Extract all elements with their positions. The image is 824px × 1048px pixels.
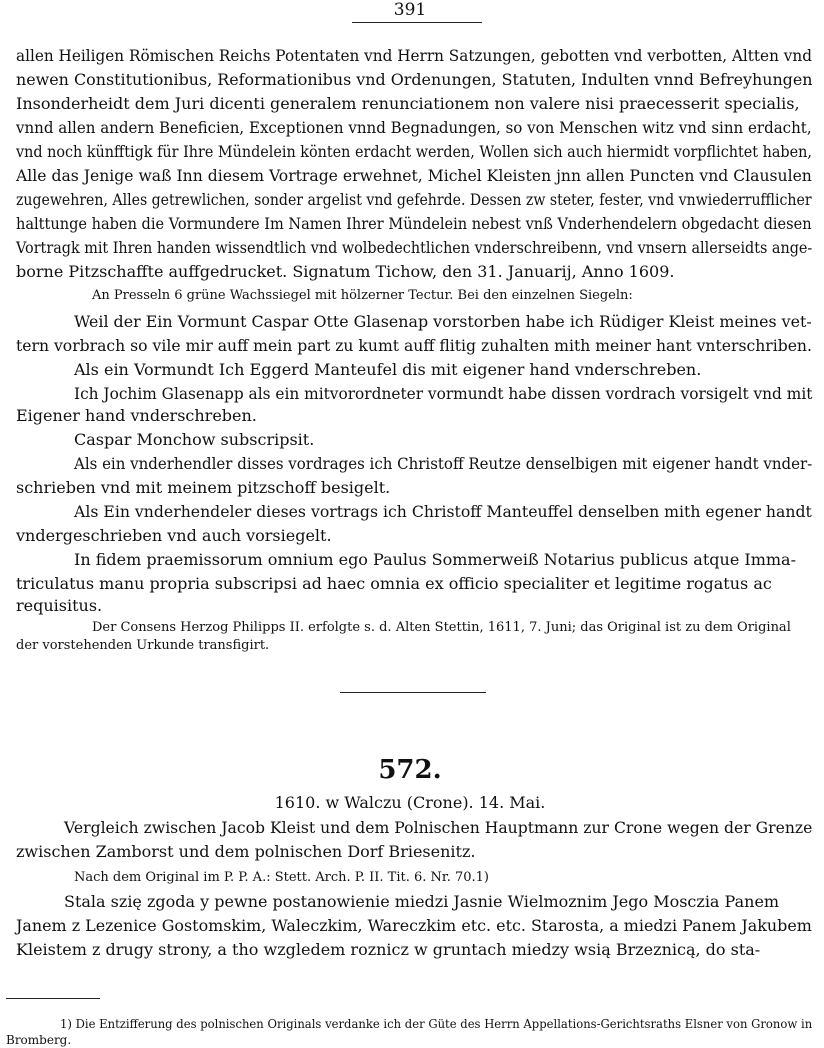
text-line: Alle das Jenige waß Inn diesem Vortrage erwehnet, Michel Kleisten jnn allen Puncten vnd Clausulen (16, 166, 812, 185)
signature-line: tern vorbrach so vile mir auff mein part zu kumt auff flitig zuhalten mith meiner hant vnterschriben. (16, 336, 812, 355)
signature-line: Weil der Ein Vormunt Caspar Otte Glasenap vorstorben habe ich Rüdiger Kleist meines vet- (74, 312, 812, 331)
text-line: halttunge haben die Vormundere Im Namen Ihrer Mündelein nebest vnß Vnderhendelern obgedacht diesen (16, 214, 812, 233)
seal-note: An Presseln 6 grüne Wachssiegel mit hölzerner Tectur. Bei den einzelnen Siegeln: (92, 288, 633, 303)
text-line: Vortragk mit Ihren handen wissendtlich vnd wolbedechtlichen vnderschreibenn, vnd vnsern allerseidts ange- (16, 238, 813, 257)
footnote-rule (6, 998, 100, 999)
signature-line: Eigener hand vnderschreben. (16, 406, 257, 425)
text-line: Insonderheidt dem Juri dicenti generalem renunciationem non valere nisi praecesserit specialis, (16, 94, 800, 113)
text-line: zugewehren, Alles getrewlichen, sonder argelist vnd gefehrde. Dessen zw steter, fester, vnd vnwiederrufflicher (16, 190, 812, 209)
summary-line: Vergleich zwischen Jacob Kleist und dem Polnischen Hauptmann zur Crone wegen der Grenze (64, 818, 813, 837)
signature-line: triculatus manu propria subscripsi ad haec omnia ex officio specialiter et legitime rogatus ac (16, 574, 772, 593)
polish-text-line: Janem z Lezenice Gostomskim, Waleczkim, Wareczkim etc. etc. Starosta, a miedzi Panem Jakubem (16, 916, 812, 935)
text-line: newen Constitutionibus, Reformationibus vnd Ordenungen, Statuten, Indulten vnnd Befreyhungen (16, 70, 813, 89)
signature-line: Als ein vnderhendler disses vordrages ich Christoff Reutze denselbigen mit eigener handt vnder- (74, 454, 813, 473)
document-number: 572. (378, 755, 442, 785)
signature-line: Caspar Monchow subscripsit. (74, 430, 315, 449)
signature-line: vndergeschrieben vnd auch vorsiegelt. (16, 526, 332, 545)
signature-line: Als Ein vnderhendeler dieses vortrags ich Christoff Manteuffel denselben mith egener handt (74, 502, 812, 521)
text-line: allen Heiligen Römischen Reichs Potentaten vnd Herrn Satzungen, gebotten vnd verbotten, Altten vnd (16, 46, 812, 65)
text-line: borne Pitzschaffte auffgedrucket. Signatum Tichow, den 31. Januarij, Anno 1609. (16, 262, 675, 281)
signature-line: In fidem praemissorum omnium ego Paulus Sommerweiß Notarius publicus atque Imma- (74, 550, 796, 569)
text-line: vnd noch künfftigk für Ihre Mündelein könten erdacht werden, Wollen sich auch hiermidt vorpflichtet haben, (16, 142, 812, 161)
signature-line: schrieben vnd mit meinem pitzschoff besigelt. (16, 478, 391, 497)
polish-text-line: Stala szię zgoda y pewne postanowienie miedzi Jasnie Wielmoznim Jego Mosczia Panem (64, 892, 780, 911)
signature-line: requisitus. (16, 596, 103, 615)
consent-note-line: der vorstehenden Urkunde transfigirt. (16, 638, 270, 653)
consent-note-line: Der Consens Herzog Philipps II. erfolgte s. d. Alten Stettin, 1611, 7. Juni; das Original ist zu dem Original (92, 620, 791, 635)
summary-line: zwischen Zamborst und dem polnischen Dorf Briesenitz. (16, 842, 476, 861)
footnote-line: Bromberg. (6, 1033, 72, 1047)
signature-line: Ich Jochim Glasenapp als ein mitvorordneter vormundt habe dissen vordrach vorsigelt vnd mit (74, 384, 813, 403)
signature-line: Als ein Vormundt Ich Eggerd Manteufel dis mit eigener hand vnderschreben. (74, 360, 702, 379)
section-divider (340, 692, 486, 693)
source-note: Nach dem Original im P. P. A.: Stett. Arch. P. II. Tit. 6. Nr. 70.1) (74, 870, 489, 885)
footnote-line: 1) Die Entzifferung des polnischen Originals verdanke ich der Güte des Herrn Appellations-Gerichtsraths Elsner von Gronow in (60, 1017, 813, 1031)
header-rule (352, 22, 482, 23)
document-dateline: 1610. w Walczu (Crone). 14. Mai. (274, 793, 546, 812)
text-line: vnnd allen andern Beneficien, Exceptionen vnnd Begnadungen, so von Menschen witz vnd sinn erdacht, (16, 118, 812, 137)
page-number: 391 (393, 0, 427, 20)
polish-text-line: Kleistem z drugy strony, a tho wzgledem roznicz w gruntach miedzy wsią Brzeznicą, do sta- (16, 940, 761, 959)
